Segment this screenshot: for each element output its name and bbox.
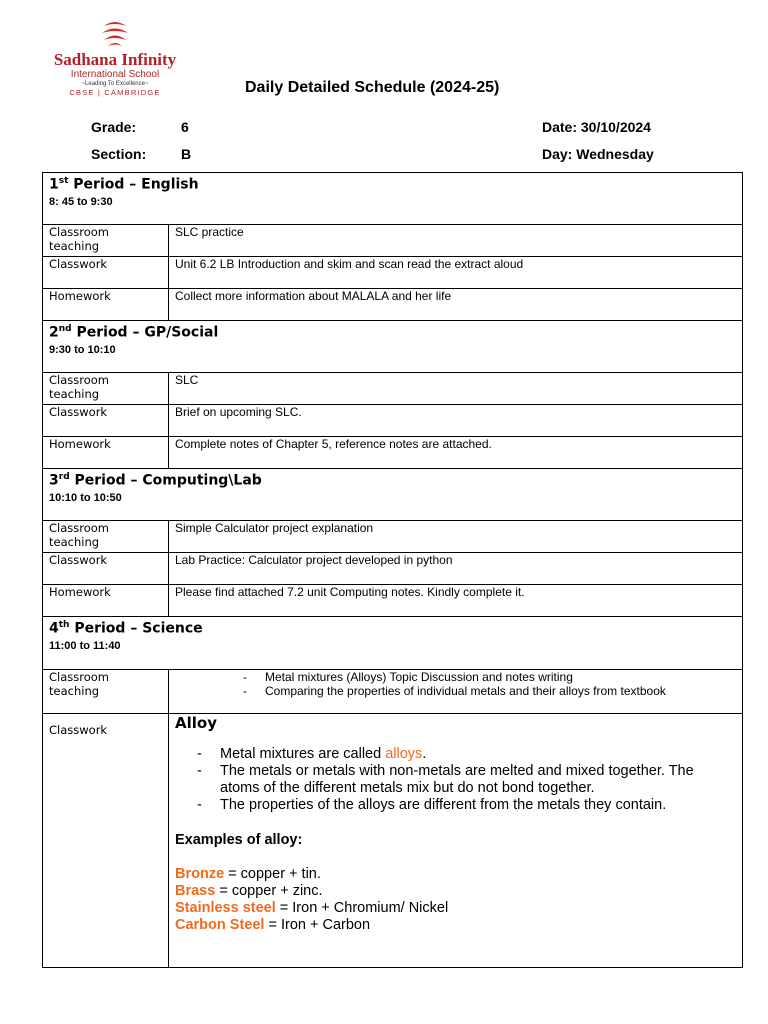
schedule-table [42, 172, 743, 968]
example-line: Carbon Steel = Iron + Carbon [175, 917, 371, 933]
row-label: Classwork [43, 257, 169, 289]
row-value: Complete notes of Chapter 5, reference notes are attached. [169, 437, 743, 469]
period-time: 9:30 to 10:10 [49, 343, 116, 356]
period-title: 2nd Period – GP/Social [49, 324, 219, 341]
period-header [43, 617, 743, 670]
date-text: Date: 30/10/2024 [542, 119, 651, 135]
list-item: - The properties of the alloys are different from the metals they contain. [197, 797, 736, 814]
table-row [43, 373, 743, 405]
examples-heading: Examples of alloy: [175, 832, 303, 848]
table-row [43, 553, 743, 585]
row-value: Brief on upcoming SLC. [169, 405, 743, 437]
list-item: - Metal mixtures are called alloys. [197, 746, 736, 763]
table-row [43, 714, 743, 968]
table-row [43, 289, 743, 321]
classwork-content [169, 714, 743, 968]
period-header [43, 173, 743, 225]
period-title: 1st Period – English [49, 176, 199, 193]
row-value: SLC [169, 373, 743, 405]
period-header [43, 469, 743, 521]
school-name: Sadhana Infinity [53, 50, 177, 69]
row-label: Classroom teaching [43, 225, 169, 257]
school-emblem-icon [98, 18, 132, 48]
table-row [43, 585, 743, 617]
row-label: Classroom teaching [43, 670, 169, 714]
row-label: Classwork [43, 714, 169, 968]
row-value: Unit 6.2 LB Introduction and skim and scan read the extract aloud [169, 257, 743, 289]
day-text: Day: Wednesday [542, 146, 654, 162]
row-value: Please find attached 7.2 unit Computing notes. Kindly complete it. [169, 585, 743, 617]
row-value: Simple Calculator project explanation [169, 521, 743, 553]
period-time: 11:00 to 11:40 [49, 639, 121, 652]
document-title: Daily Detailed Schedule (2024-25) [245, 79, 500, 96]
section-label: Section: [91, 146, 147, 162]
list-item: - Metal mixtures (Alloys) Topic Discussion and notes writing [243, 670, 736, 684]
period-time: 10:10 to 10:50 [49, 491, 122, 504]
period-header [43, 321, 743, 373]
table-row [43, 670, 743, 714]
example-line: Brass = copper + zinc. [175, 883, 323, 899]
alloy-points [175, 746, 736, 814]
list-item: - Comparing the properties of individual metals and their alloys from textbook [243, 684, 736, 698]
row-value: SLC practice [169, 225, 743, 257]
table-row [43, 225, 743, 257]
school-boards: CBSE | CAMBRIDGE [69, 88, 161, 97]
grade-label: Grade: [91, 119, 137, 135]
teaching-list [175, 670, 736, 698]
row-label: Homework [43, 585, 169, 617]
row-label: Classroom teaching [43, 521, 169, 553]
table-row [43, 257, 743, 289]
list-item: - The metals or metals with non-metals are melted and mixed together. The atoms of the different metals mix but do not bond together. [197, 763, 736, 797]
row-label: Classwork [43, 405, 169, 437]
alloy-heading: Alloy [175, 714, 217, 732]
row-value: Collect more information about MALALA and her life [169, 289, 743, 321]
example-line: Bronze = copper + tin. [175, 866, 321, 882]
row-label: Homework [43, 289, 169, 321]
period-time: 8: 45 to 9:30 [49, 195, 113, 208]
row-value: Lab Practice: Calculator project developed in python [169, 553, 743, 585]
period-title: 4th Period – Science [49, 620, 203, 637]
grade-value: 6 [181, 119, 189, 135]
table-row [43, 437, 743, 469]
school-tagline: ~Leading To Excellence~ [81, 81, 149, 87]
row-label: Classwork [43, 553, 169, 585]
alloys-term: alloys [385, 746, 423, 762]
school-logo [40, 18, 190, 98]
section-value: B [181, 146, 192, 162]
period-title: 3rd Period – Computing\Lab [49, 472, 262, 489]
school-subtitle: International School [70, 69, 160, 80]
table-row [43, 405, 743, 437]
row-label: Homework [43, 437, 169, 469]
table-row [43, 521, 743, 553]
row-label: Classroom teaching [43, 373, 169, 405]
example-line: Stainless steel = Iron + Chromium/ Nickel [175, 900, 449, 916]
